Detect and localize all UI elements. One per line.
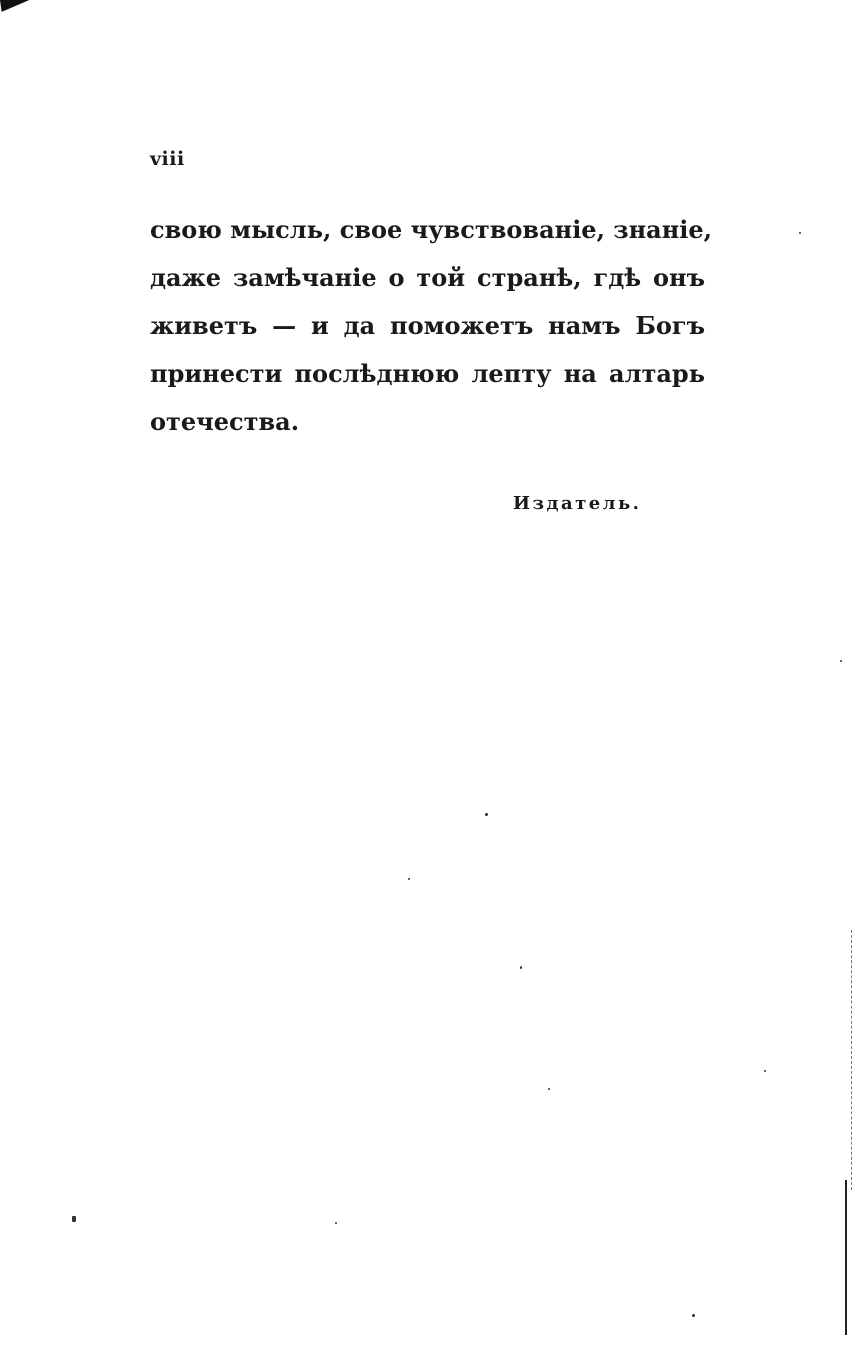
page-edge-shadow	[851, 930, 853, 1190]
scan-speck	[485, 813, 488, 816]
text-line-4: принести послѣднюю лепту на алтарь	[150, 359, 705, 388]
scan-speck	[548, 1088, 550, 1090]
page-number: viii	[150, 148, 185, 170]
text-line-1: свою мысль, свое чувствованіе, знаніе,	[150, 215, 713, 244]
text-line-3: живетъ — и да поможетъ намъ Богъ	[150, 311, 705, 340]
publisher-signature: Издатель.	[513, 493, 642, 514]
scan-speck	[408, 878, 410, 880]
scan-speck	[799, 232, 801, 234]
body-paragraph	[150, 206, 713, 446]
page-edge-line	[845, 1180, 847, 1335]
scan-speck	[840, 660, 842, 662]
text-line-5: отечества.	[150, 407, 300, 436]
scan-speck	[335, 1222, 337, 1224]
scan-speck	[692, 1314, 695, 1317]
text-line-2: даже замѣчаніе о той странѣ, гдѣ онъ	[150, 263, 705, 292]
scan-speck	[72, 1216, 76, 1222]
scan-speck	[764, 1070, 766, 1072]
page-corner-mark	[0, 0, 45, 12]
scan-speck	[520, 966, 522, 969]
